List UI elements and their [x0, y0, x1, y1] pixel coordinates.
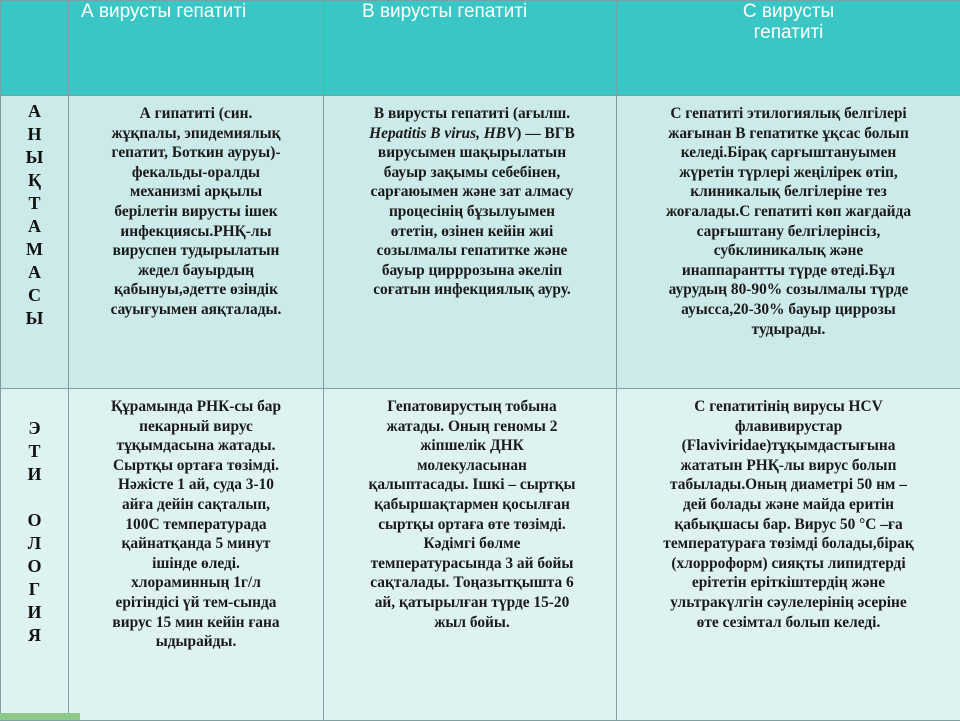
label-letter: Н	[27, 123, 41, 146]
row-label-etiology	[1, 389, 69, 721]
label-letter: Т	[28, 440, 40, 463]
label-letter: Г	[29, 578, 40, 601]
cell-etiology-hepatitis-b: Гепатовирустың тобына жатады. Оның геномы 2 жіпшелік ДНК молекуласынан қалыптасады. Ішкі – сыртқы қабыршақтармен қосылған сыртқы ортаға өте төзімді. Кәдімгі бөлме температурасында 3 ай бойы сақталады. Тоңазытқышта 6 ай, қатырылған түрде 15-20 жыл бойы.	[324, 389, 617, 721]
label-letter: Т	[28, 192, 40, 215]
header-hepatitis-a: А вирусты гепатиті	[69, 1, 324, 96]
table-row-etiology	[1, 389, 960, 721]
label-letter: О	[27, 509, 41, 532]
label-letter: Ы	[26, 146, 44, 169]
vertical-label	[1, 417, 68, 647]
vertical-label	[1, 100, 68, 330]
header-hepatitis-b: В вирусты гепатиті	[324, 1, 617, 96]
header-hepatitis-c: С вирусты гепатиті	[617, 1, 960, 96]
label-letter: А	[28, 100, 41, 123]
cell-definition-hepatitis-b	[324, 96, 617, 389]
label-letter: И	[27, 601, 41, 624]
label-letter: С	[28, 284, 41, 307]
label-letter: Я	[28, 624, 41, 647]
cell-etiology-hepatitis-a: Құрамында РНК-сы бар пекарный вирус тұқымдасына жатады. Сыртқы ортаға төзімді. Нәжісте 1 ай, суда 3-10 айға дейін сақталып, 100С температурада қайнатқанда 5 минут ішінде өледі. хлораминның 1г/л ерітіндісі үй тем-сында вирус 15 мин кейін ғана ыдырайды.	[69, 389, 324, 721]
header-row	[1, 1, 960, 96]
cell-definition-hepatitis-a: А гипатиті (син. жұқпалы, эпидемиялық гепатит, Боткин ауруы)- фекальды-оралды механизмі арқылы берілетін вирусты ішек инфекциясы.РНҚ-лы вируспен тудырылатын жедел бауырдың қабынуы,әдетте өзіндік сауығуымен аяқталады.	[69, 96, 324, 389]
label-letter: Ы	[26, 307, 44, 330]
table-row-definition	[1, 96, 960, 389]
text-fragment: В вирусты гепатиті (ағылш.	[374, 105, 570, 122]
label-letter: Л	[28, 532, 41, 555]
label-letter: Э	[28, 417, 40, 440]
cell-definition-hepatitis-c: С гепатиті этилогиялық белгілері жағынан В гепатитке ұқсас болып келеді.Бірақ сарғыштануымен жүретін түрлері жеңілірек өтіп, клиникалық белгілеріне тез жоғалады.С гепатиті көп жағдайда сарғыштану белгілерінсіз, субклиникалық және инаппарантты түрде өтеді.Бұл аурудың 80-90% созылмалы түрде ауысса,20-30% бауыр циррозы тудырады.	[617, 96, 960, 389]
label-letter: И	[27, 463, 41, 486]
label-letter: М	[26, 238, 43, 261]
header-corner-cell	[1, 1, 69, 96]
footer-accent-bar	[0, 713, 80, 720]
label-letter: А	[28, 261, 41, 284]
label-letter: Қ	[28, 169, 41, 192]
row-label-definition	[1, 96, 69, 389]
cell-etiology-hepatitis-c: С гепатитінің вирусы НСV флавивирустар (Flaviviridae)тұқымдастығына жататын РНҚ-лы вирус болып табылады.Оның диаметрі 50 нм – дей болады және майда еритін қабықшасы бар. Вирус 50 °С –ға температураға төзімді болады,бірақ (хлорроформ) сияқты липидтерді ерітетін еріткіштердің және ультракүлгін сәулелерінің әсеріне өте сезімтал болып келеді.	[617, 389, 960, 721]
latin-name: Hepatitis B virus, HBV	[369, 125, 516, 142]
label-letter: О	[27, 555, 41, 578]
label-letter: А	[28, 215, 41, 238]
text-fragment: ) — ВГВ вирусымен шақырылатын бауыр зақымы себебінен, сарғаюымен және зат алмасу процесінің бұзылуымен өтетін, өзінен кейін жиі созылмалы гепатитке және бауыр цирррозына әкеліп соғатын инфекциялық ауру.	[370, 125, 574, 299]
